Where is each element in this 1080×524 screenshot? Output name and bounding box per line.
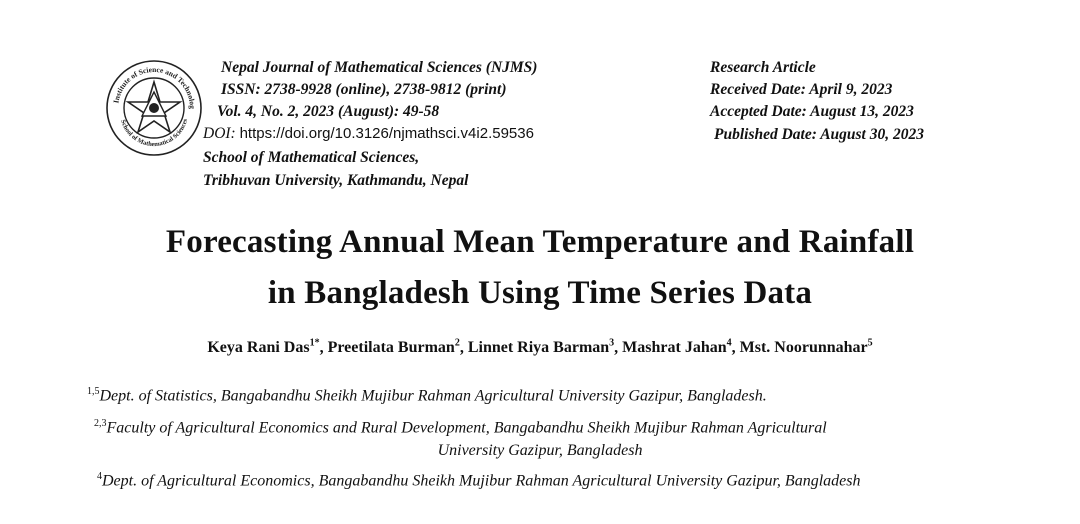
affiliation-3: $^4$Dept. of Agricultural Economics, Bangabandhu Sheikh Mujibur Rahman Agricultural University Gazipur, Bangladesh bbox=[97, 471, 861, 490]
logo-text-bottom: School of Mathematical Sciences bbox=[119, 118, 190, 149]
journal-school: School of Mathematical Sciences, bbox=[203, 149, 420, 166]
published-date: Published Date: August 30, 2023 bbox=[714, 126, 924, 143]
author: Preetilata Burman$^2$ bbox=[327, 338, 460, 357]
accepted-date: Accepted Date: August 13, 2023 bbox=[710, 103, 914, 120]
received-date: Received Date: April 9, 2023 bbox=[710, 81, 893, 98]
journal-volume: Vol. 4, No. 2, 2023 (August): 49-58 bbox=[217, 103, 440, 120]
author: Keya Rani Das$^{1*}$ bbox=[207, 338, 320, 357]
article-type: Research Article bbox=[710, 59, 816, 76]
paper-title-line-2: in Bangladesh Using Time Series Data bbox=[267, 275, 813, 311]
affiliation-1: $^{1,5}$Dept. of Statistics, Bangabandhu Sheikh Mujibur Rahman Agricultural University Gazipur, Bangladesh. bbox=[87, 386, 767, 405]
journal-name: Nepal Journal of Mathematical Sciences (NJMS) bbox=[221, 59, 538, 76]
journal-issn: ISSN: 2738-9928 (online), 2738-9812 (print) bbox=[221, 81, 507, 98]
paper-title-line-1: Forecasting Annual Mean Temperature and Rainfall bbox=[165, 224, 915, 260]
svg-text:School of Mathematical Science bbox=[119, 118, 189, 148]
journal-logo bbox=[104, 58, 204, 158]
doi-link[interactable]: https://doi.org/10.3126/njmathsci.v4i2.59536 bbox=[239, 125, 534, 142]
journal-doi: DOI: https://doi.org/10.3126/njmathsci.v4i2.59536 bbox=[203, 125, 534, 142]
institute-seal-icon bbox=[104, 58, 204, 158]
affiliation-2-continuation: University Gazipur, Bangladesh bbox=[437, 442, 643, 459]
author: Linnet Riya Barman$^3$ bbox=[467, 338, 615, 357]
affiliation-2: $^{2,3}$Faculty of Agricultural Economics and Rural Development, Bangabandhu Sheikh Mujibur Rahman Agricultural bbox=[94, 418, 827, 437]
author-list: Keya Rani Das$^{1*}$, Preetilata Burman$^2$, Linnet Riya Barman$^3$, Mashrat Jahan$^4$, Mst. Noorunnahar$^5$ bbox=[207, 338, 873, 357]
author: Mst. Noorunnahar$^5$ bbox=[739, 338, 873, 357]
author: Mashrat Jahan$^4$ bbox=[622, 338, 732, 357]
journal-university: Tribhuvan University, Kathmandu, Nepal bbox=[203, 172, 469, 189]
logo-text-top: Institute of Science and Technolog bbox=[111, 64, 198, 110]
